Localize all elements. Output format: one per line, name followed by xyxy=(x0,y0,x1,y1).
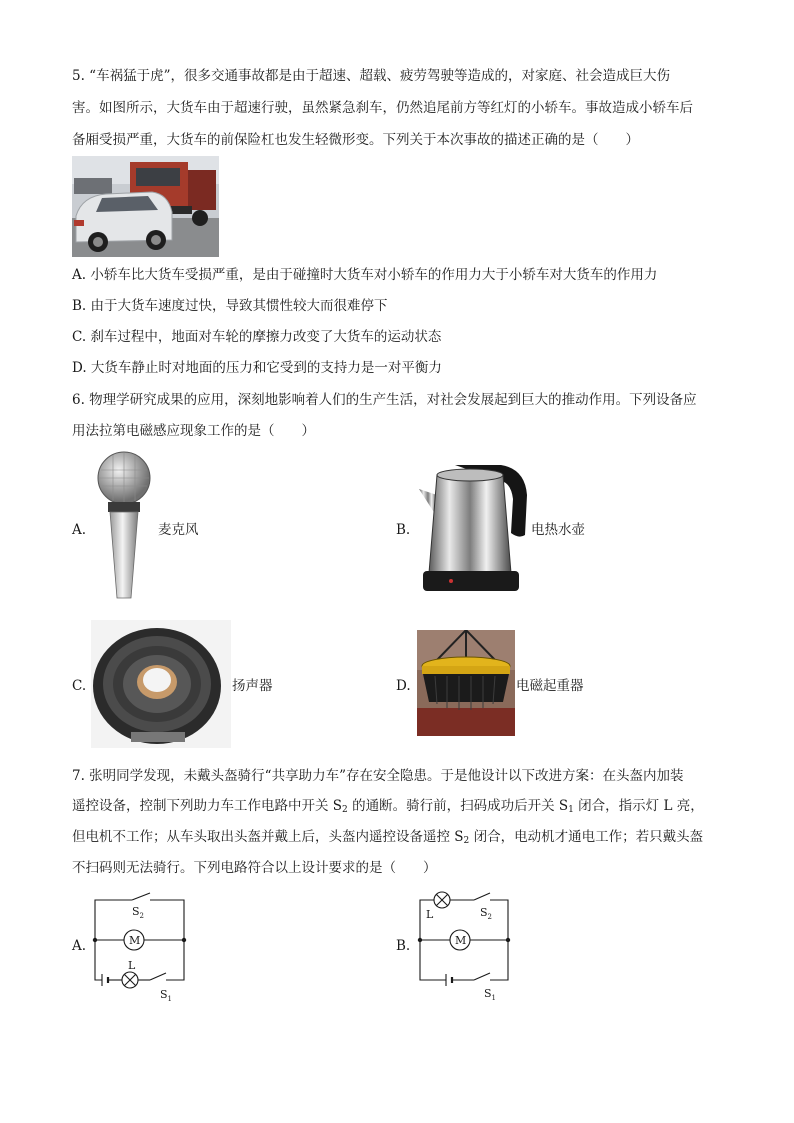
q6-stem-line-2: 用法拉第电磁感应现象工作的是（ ） xyxy=(72,423,315,439)
q6-option-d-label: 电磁起重器 xyxy=(516,678,584,694)
circuit-b-s2-label: $S_2$ xyxy=(480,906,493,921)
q7-option-a-letter: A. xyxy=(72,938,87,954)
electromagnetic-crane-image xyxy=(417,630,515,736)
truck-car-accident-photo xyxy=(72,156,219,257)
circuit-b-motor-label: M xyxy=(455,934,467,947)
q6-stem-line-1: 6. 物理学研究成果的应用，深刻地影响着人们的生产生活，对社会发展起到巨大的推动作用。下列设备应 xyxy=(72,392,697,408)
circuit-b-lamp-label: L xyxy=(426,908,434,921)
q7-option-b-letter: B. xyxy=(396,938,411,954)
q6-option-c-letter: C. xyxy=(72,678,87,694)
circuit-a-s2-label: $S_2$ xyxy=(132,905,145,920)
circuit-b-s1-label: $S_1$ xyxy=(484,987,497,1002)
q7-stem-line-1: 7. 张明同学发现，未戴头盔骑行“共享助力车”存在安全隐患。于是他设计以下改进方案：在头盔内加装 xyxy=(72,768,684,784)
q5-stem-line-1: 5. “车祸猛于虎”，很多交通事故都是由于超速、超载、疲劳驾驶等造成的，对家庭、社会造成巨大伤 xyxy=(72,68,670,84)
q5-option-a: A. 小轿车比大货车受损严重，是由于碰撞时大货车对小轿车的作用力大于小轿车对大货车的作用力 xyxy=(72,267,658,283)
q5-option-c: C. 刹车过程中，地面对车轮的摩擦力改变了大货车的运动状态 xyxy=(72,329,442,345)
q6-option-b-letter: B. xyxy=(396,522,411,538)
q6-option-b-label: 电热水壶 xyxy=(531,522,585,538)
q7-stem-line-4: 不扫码则无法骑行。下列电路符合以上设计要求的是（ ） xyxy=(72,860,437,876)
circuit-a-motor-label: M xyxy=(129,934,141,947)
q5-option-b: B. 由于大货车速度过快，导致其惯性较大而很难停下 xyxy=(72,298,388,314)
q6-option-d-letter: D. xyxy=(396,678,411,694)
loudspeaker-image xyxy=(91,620,231,748)
q5-option-d: D. 大货车静止时对地面的压力和它受到的支持力是一对平衡力 xyxy=(72,360,442,376)
q5-stem-line-3: 备厢受损严重，大货车的前保险杠也发生轻微形变。下列关于本次事故的描述正确的是（ ） xyxy=(72,132,639,148)
q5-stem-line-2: 害。如图所示，大货车由于超速行驶，虽然紧急刹车，仍然追尾前方等红灯的小轿车。事故造成小轿车后 xyxy=(72,100,693,116)
microphone-image xyxy=(93,450,157,600)
q6-option-a-letter: A. xyxy=(72,522,87,538)
q6-option-a-label: 麦克风 xyxy=(158,522,199,538)
q7-stem-line-3: 但电机不工作；从车头取出头盔并戴上后，头盔内遥控设备遥控 $S_2$ 闭合，电动机才通电工作；若只戴头盔 xyxy=(72,829,704,846)
circuit-diagram-b xyxy=(412,886,516,1002)
circuit-a-s1-label: $S_1$ xyxy=(160,988,173,1002)
circuit-diagram-a xyxy=(88,888,192,1002)
electric-kettle-image xyxy=(415,455,531,595)
q6-option-c-label: 扬声器 xyxy=(232,678,273,694)
q7-stem-line-2: 遥控设备，控制下列助力车工作电路中开关 $S_2$ 的通断。骑行前，扫码成功后开关 $S_1$ 闭合，指示灯 L 亮， xyxy=(72,798,704,815)
circuit-a-lamp-label: L xyxy=(128,959,136,972)
